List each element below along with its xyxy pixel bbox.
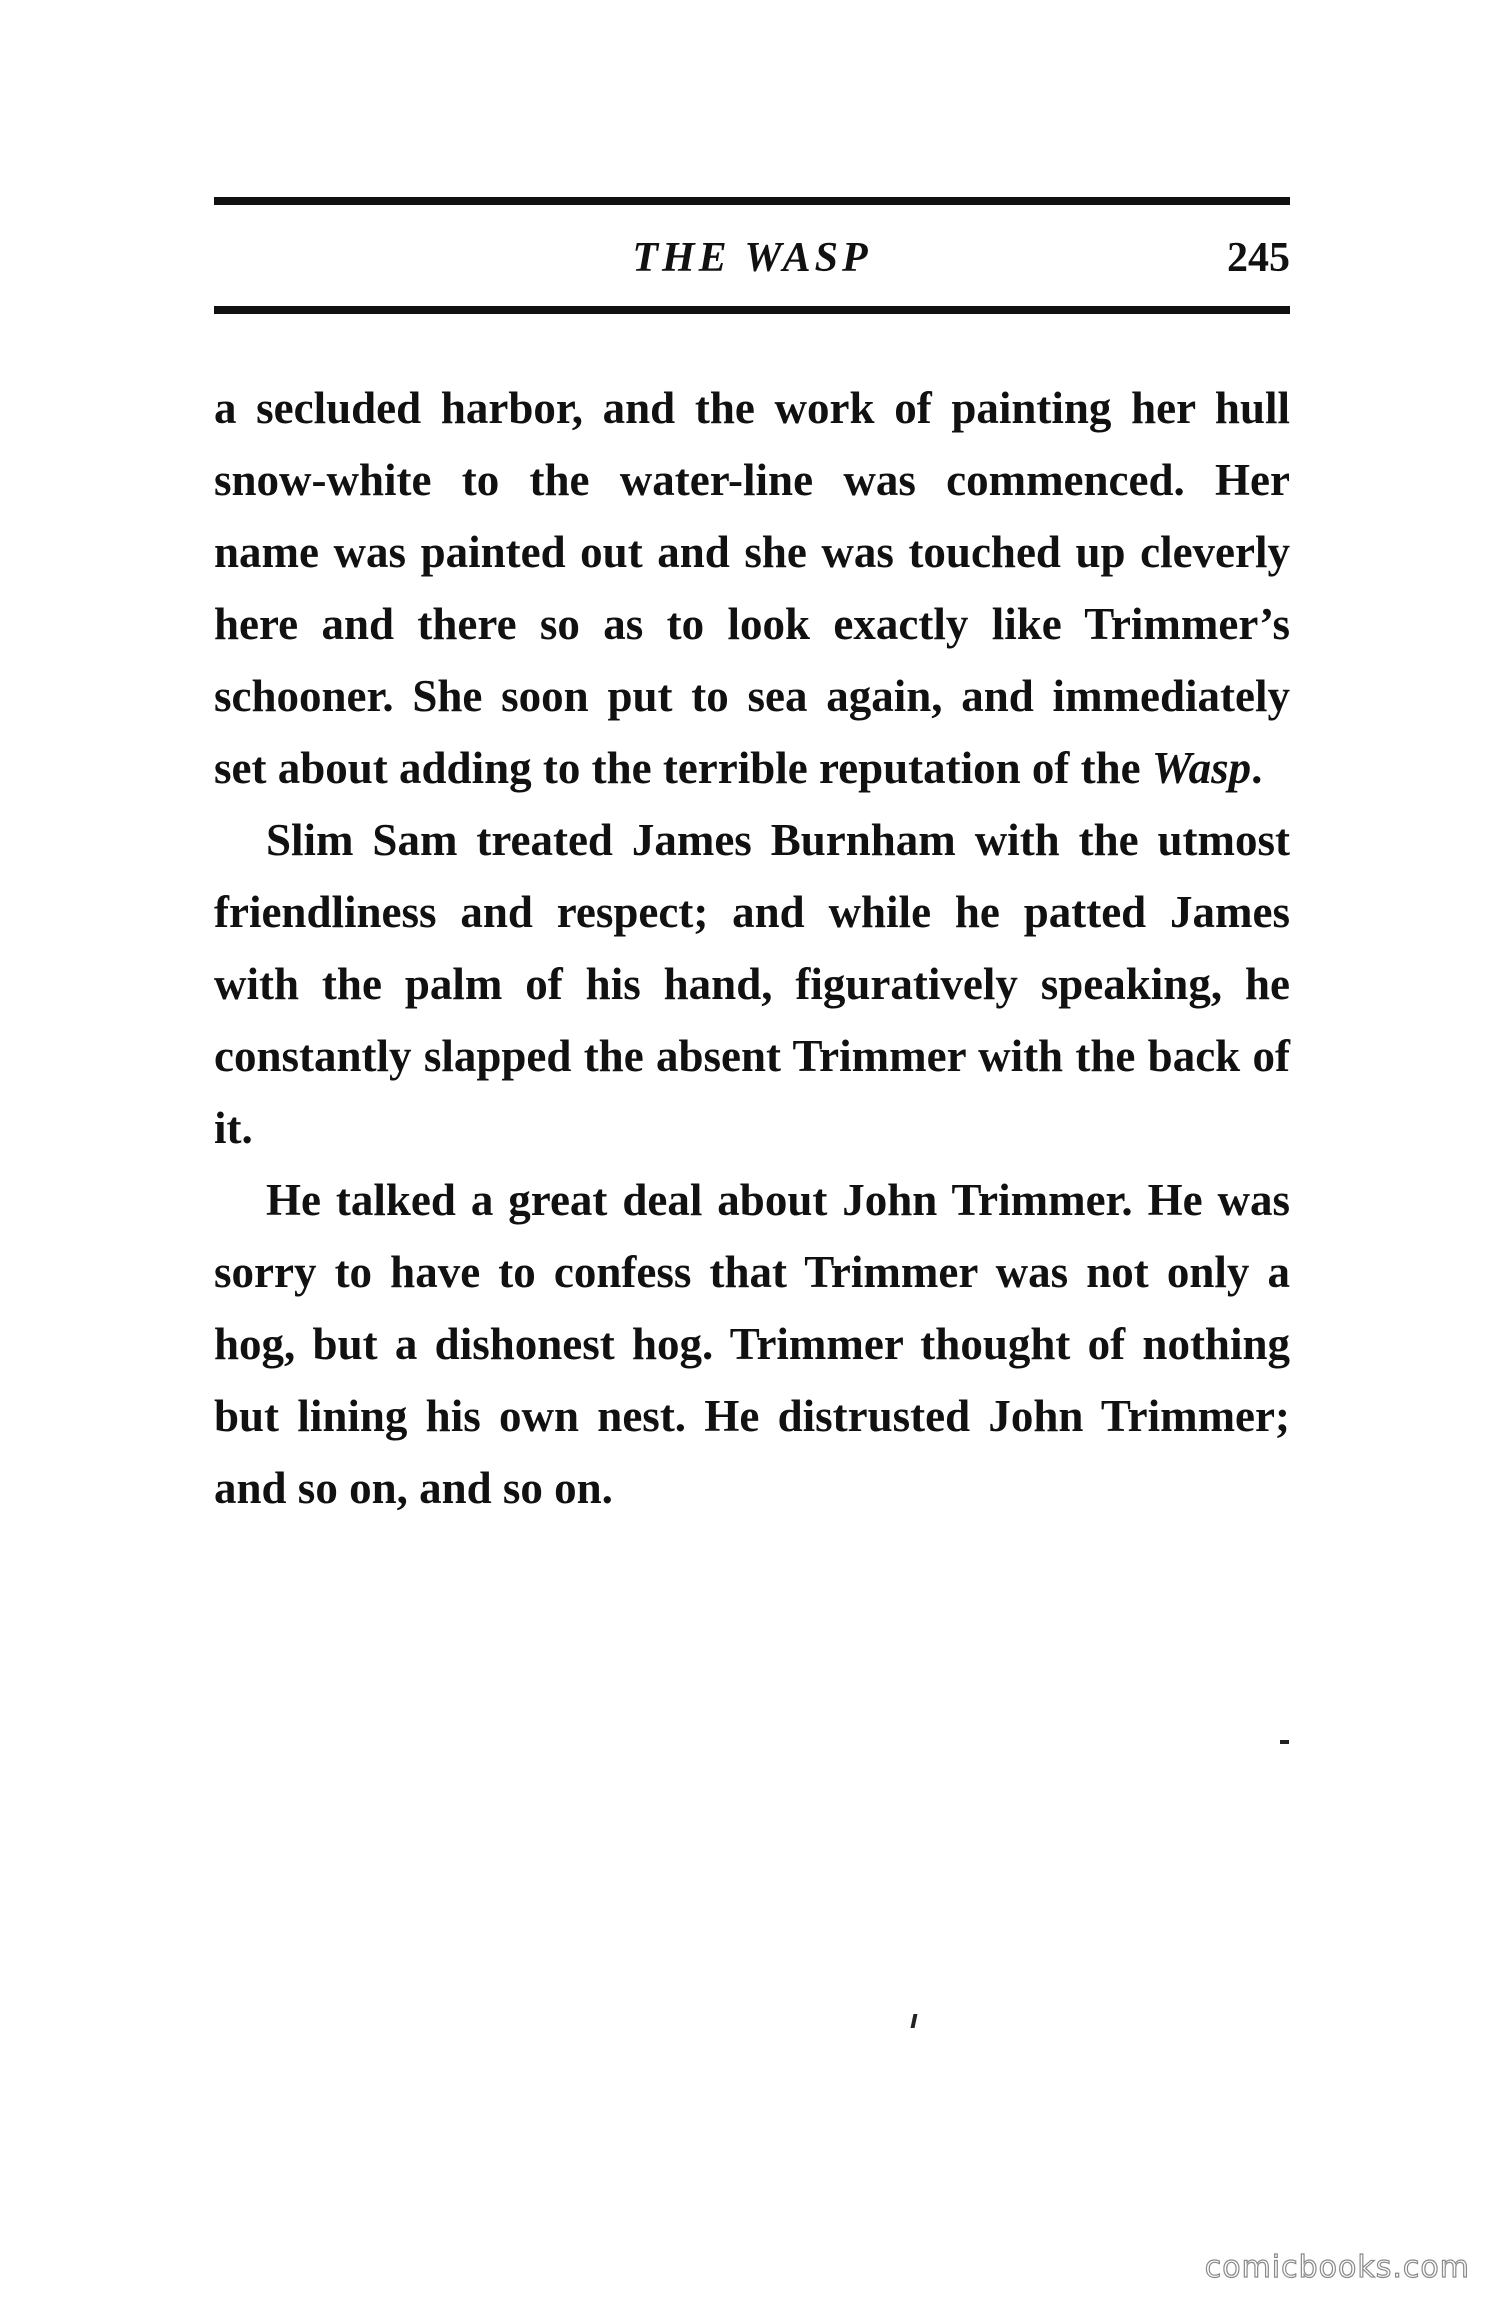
running-title: THE WASP [632,235,872,281]
body-text [214,372,1290,1524]
paragraph-1-text: a secluded harbor, and the work of painting her hull snow-white to the water-line was commenced. Her name was painted out and she was touched up cleverly here and there so as to look exactly like Trimmer’s schooner. She soon put to sea again, and immediately set about adding to the terrible reputation of the [214,383,1290,793]
paragraph-2: Slim Sam treated James Burnham with the utmost friendliness and respect; and while he patted James with the palm of his hand, figuratively speaking, he constantly slapped the absent Trimmer with the back of it. [214,815,1290,1153]
header-top-rule [214,197,1290,205]
watermark-logo: comicbooks.com [1204,2250,1470,2285]
paragraph-3: He talked a great deal about John Trimmer. He was sorry to have to confess that Trimmer was not only a hog, but a dishonest hog. Trimmer thought of nothing but lining his own nest. He distrusted John Trimmer; and so on, and so on. [214,1175,1290,1513]
header-bottom-rule [214,306,1290,314]
ship-name-italic: Wasp [1151,743,1252,793]
paragraph-1 [214,372,1290,804]
paragraph-1-end: . [1251,743,1263,793]
stray-ink-mark [911,2014,918,2028]
running-head [214,228,1290,288]
page-number: 245 [1227,235,1290,281]
stray-ink-mark [1280,1740,1289,1744]
